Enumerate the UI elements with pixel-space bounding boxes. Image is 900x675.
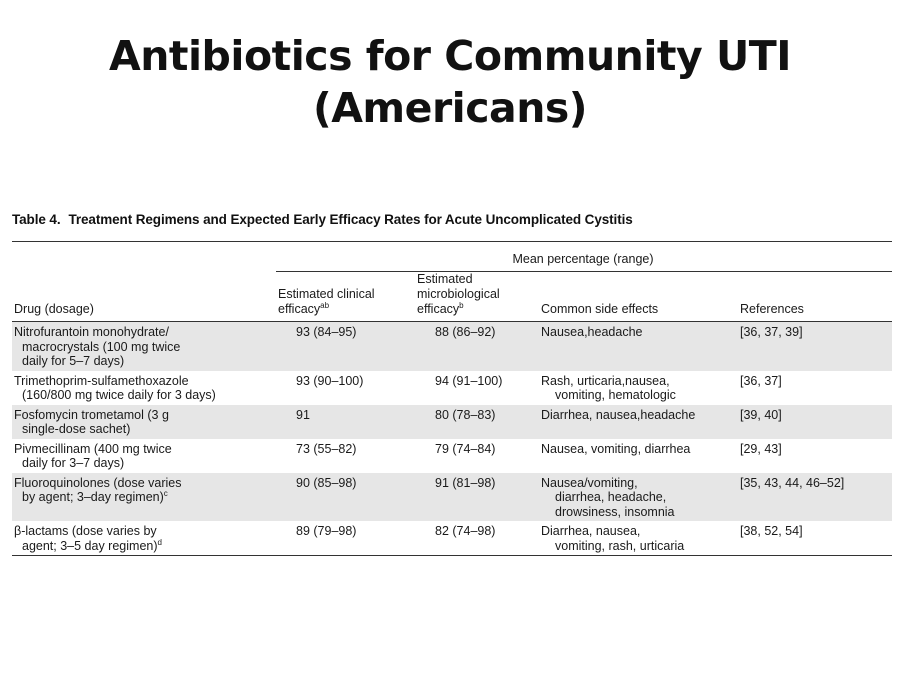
cell-drug: [12, 473, 276, 522]
cell-clinical-efficacy: 93 (84–95): [276, 322, 415, 371]
cell-side-effects: [539, 371, 738, 405]
header-mean-percentage: Mean percentage (range): [276, 242, 892, 272]
drug-line: (160/800 mg twice daily for 3 days): [22, 388, 216, 402]
drug-line: daily for 5–7 days): [22, 354, 125, 368]
cell-clinical-efficacy: 93 (90–100): [296, 373, 364, 388]
drug-line: β-lactams (dose varies by: [14, 524, 157, 538]
drug-line: daily for 3–7 days): [22, 456, 125, 470]
side-effect-line: Rash, urticaria,nausea,: [541, 373, 670, 388]
header-micro-line-1: Estimated: [417, 272, 473, 286]
side-effect-line: Nausea/vomiting,: [541, 475, 638, 490]
drug-line: agent; 3–5 day regimen): [22, 538, 158, 553]
side-effect-line: Nausea,headache: [541, 325, 643, 339]
cell-references: [29, 43]: [740, 441, 782, 456]
slide-title-line-1: Antibiotics for Community UTI: [108, 32, 792, 80]
cell-clinical-efficacy: 91: [276, 405, 415, 439]
cell-references: [36, 37]: [740, 373, 782, 388]
side-effect-line: vomiting, rash, urticaria: [555, 538, 685, 553]
cell-microbiological-efficacy: 79 (74–84): [435, 441, 496, 456]
table-header: [12, 242, 892, 322]
table-row: [12, 439, 892, 473]
drug-line: single-dose sachet): [22, 422, 131, 436]
drug-line: Pivmecillinam (400 mg twice: [14, 441, 172, 456]
efficacy-table-container: [12, 212, 892, 556]
cell-side-effects: [539, 405, 738, 439]
cell-drug: [12, 405, 276, 439]
cell-clinical-efficacy: 89 (79–98): [296, 524, 357, 538]
slide-title-line-2: (Americans): [312, 84, 588, 132]
side-effect-line: vomiting, hematologic: [555, 388, 676, 402]
cell-references: [36, 37, 39]: [738, 322, 892, 371]
cell-side-effects: [539, 473, 738, 522]
table-row: [12, 473, 892, 522]
cell-drug: [12, 439, 276, 473]
drug-line: Nitrofurantoin monohydrate/: [14, 325, 169, 339]
header-micro-line-2: microbiological: [417, 287, 500, 301]
cell-references: [39, 40]: [738, 405, 892, 439]
cell-drug: [12, 322, 276, 371]
cell-clinical-efficacy: 73 (55–82): [296, 441, 357, 456]
drug-line: by agent; 3–day regimen): [22, 490, 164, 504]
table-caption: [12, 212, 892, 227]
efficacy-table: [12, 241, 892, 556]
table-row: [12, 405, 892, 439]
header-microbiological-efficacy: [415, 272, 539, 322]
drug-line: Trimethoprim-sulfamethoxazole: [14, 373, 189, 388]
header-spacer: [12, 242, 276, 272]
side-effect-line: diarrhea, headache,: [555, 490, 667, 504]
table-caption-number: Table 4.: [12, 212, 61, 227]
header-micro-footnote: b: [459, 300, 464, 310]
header-clinical-efficacy: [276, 272, 415, 322]
side-effect-line: Nausea, vomiting, diarrhea: [541, 441, 691, 456]
side-effect-line: drowsiness, insomnia: [555, 504, 675, 519]
cell-references: [35, 43, 44, 46–52]: [738, 473, 892, 522]
table-row: [12, 322, 892, 371]
cell-drug: [12, 371, 276, 405]
cell-side-effects: [539, 521, 738, 556]
header-clinical-footnote: ab: [320, 300, 330, 310]
drug-footnote: c: [163, 488, 168, 498]
cell-microbiological-efficacy: 91 (81–98): [415, 473, 539, 522]
cell-microbiological-efficacy: 88 (86–92): [415, 322, 539, 371]
slide-title: [0, 30, 900, 134]
header-clinical-line-1: Estimated clinical: [278, 287, 375, 301]
cell-side-effects: [539, 322, 738, 371]
header-references: References: [740, 302, 804, 316]
cell-microbiological-efficacy: 80 (78–83): [415, 405, 539, 439]
drug-line: Fluoroquinolones (dose varies: [14, 475, 182, 490]
side-effect-line: Diarrhea, nausea,headache: [541, 407, 696, 422]
drug-line: Fosfomycin trometamol (3 g: [14, 407, 169, 422]
cell-side-effects: [539, 439, 738, 473]
header-micro-line-3: efficacy: [417, 302, 460, 316]
cell-drug: [12, 521, 276, 556]
table-row: [12, 371, 892, 405]
cell-microbiological-efficacy: 94 (91–100): [435, 373, 503, 388]
cell-clinical-efficacy: 90 (85–98): [276, 473, 415, 522]
header-clinical-line-2: efficacy: [278, 302, 321, 316]
table-row: [12, 521, 892, 556]
header-side-effects: Common side effects: [541, 302, 659, 316]
drug-line: macrocrystals (100 mg twice: [22, 339, 181, 354]
cell-references: [38, 52, 54]: [740, 524, 803, 538]
drug-footnote: d: [157, 537, 162, 547]
side-effect-line: Diarrhea, nausea,: [541, 524, 641, 538]
header-drug: Drug (dosage): [14, 302, 94, 316]
cell-microbiological-efficacy: 82 (74–98): [435, 524, 496, 538]
table-caption-text: Treatment Regimens and Expected Early Efficacy Rates for Acute Uncomplicated Cystitis: [68, 212, 633, 227]
table-body: [12, 322, 892, 556]
